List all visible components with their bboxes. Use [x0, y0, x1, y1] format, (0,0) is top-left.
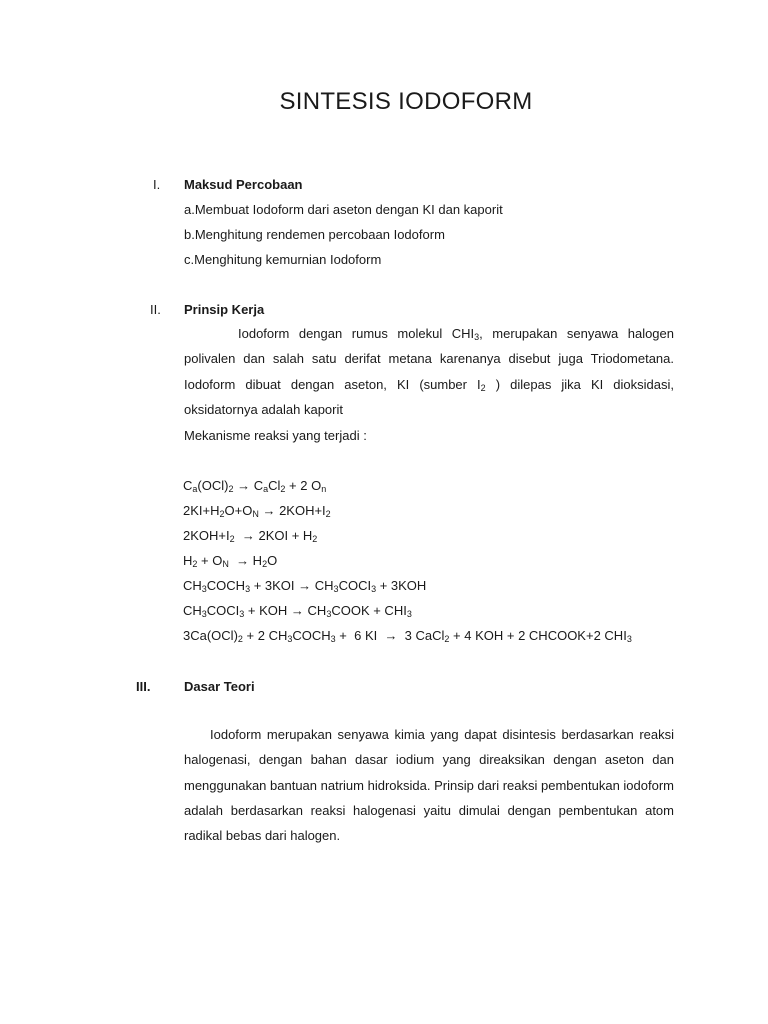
equation-subscript: 3: [201, 584, 207, 594]
reaction-equation: [183, 603, 412, 618]
equation-text: → 2KOI + H: [234, 528, 313, 543]
principle-paragraph: Iodoform dengan rumus molekul $CHI_3$, merupakan senyawa halogen polivalen dan salah satu derifat metana karenanya disebut juga Triodometana. Iodoform dibuat dengan aseton, KI (sumber $I_2$ ) dilepas jika KI dioksidasi, oksidatornya adalah kaporit: [184, 326, 674, 417]
equation-text: + 3KOI → CH: [250, 578, 334, 593]
theory-paragraph: Iodoform merupakan senyawa kimia yang dapat disintesis berdasarkan reaksi halogenasi, dengan bahan dasar iodium yang direaksikan dengan aseton dan menggunakan bantuan natrium hidroksida. Prinsip dari reaksi pembentukan iodoform adalah berdasarkan reaksi halogenasi yaitu dimulai dengan pembentukan atom radikal bebas dari halogen.: [184, 727, 674, 844]
equation-subscript: 3: [239, 609, 245, 619]
section-heading-prinsip-kerja: Prinsip Kerja: [184, 302, 265, 317]
equation-text: COCH: [292, 628, 331, 643]
equation-subscript: 3: [287, 634, 293, 644]
section-heading-dasar-teori: Dasar Teori: [184, 679, 255, 694]
equation-subscript: 3: [245, 584, 251, 594]
equation-text: COCH: [206, 578, 246, 593]
equation-subscript: N: [252, 509, 259, 519]
equation-text: → C: [233, 478, 264, 493]
equation-text: + KOH → CH: [244, 603, 327, 618]
section-number-2: II.: [150, 302, 161, 317]
equation-subscript: 2: [444, 634, 450, 644]
equation-subscript: 2: [280, 484, 286, 494]
equation-subscript: 3: [626, 634, 632, 644]
equation-text: + 3KOH: [376, 578, 427, 593]
equation-subscript: 3: [330, 634, 336, 644]
equation-text: CH: [183, 603, 202, 618]
equation-subscript: 3: [371, 584, 377, 594]
equation-text: CH: [183, 578, 202, 593]
reaction-equation: [183, 528, 317, 543]
equation-subscript: 2: [325, 509, 331, 519]
equation-subscript: 2: [229, 534, 235, 544]
equation-text: COCI: [206, 603, 240, 618]
section-number-1: I.: [153, 177, 161, 192]
section-heading-maksud-percobaan: Maksud Percobaan: [184, 177, 303, 192]
section-number-3: III.: [136, 679, 151, 694]
equation-text: → 2KOH+I: [258, 503, 326, 518]
equation-text: O: [267, 553, 278, 568]
equation-text: Cl: [268, 478, 281, 493]
equation-text: → H: [228, 553, 263, 568]
equation-text: + 6 KI → 3 CaCl: [335, 628, 445, 643]
equation-subscript: 3: [201, 609, 207, 619]
reaction-equation: [183, 478, 326, 493]
equation-text: 2KI+H: [183, 503, 220, 518]
equation-subscript: a: [192, 484, 198, 494]
equation-text: + 2 O: [285, 478, 322, 493]
objective-item-a: a.Membuat Iodoform dari aseton dengan KI dan kaporit: [184, 202, 503, 217]
equation-subscript: 2: [219, 509, 225, 519]
equation-text: C: [183, 478, 193, 493]
equation-subscript: 2: [262, 559, 268, 569]
reaction-equation: [183, 503, 331, 518]
equation-subscript: a: [263, 484, 269, 494]
equation-text: COCI: [338, 578, 372, 593]
reaction-equation: [183, 628, 632, 643]
page-title: SINTESIS IODOFORM: [279, 88, 533, 115]
equation-subscript: 3: [333, 584, 339, 594]
reaction-equation: [183, 553, 277, 568]
mechanism-label: Mekanisme reaksi yang terjadi :: [184, 428, 367, 443]
equation-text: 2KOH+I: [183, 528, 230, 543]
equation-subscript: 3: [326, 609, 332, 619]
equation-subscript: 2: [237, 634, 243, 644]
equation-text: + 2 CH: [242, 628, 288, 643]
equation-subscript: 2: [192, 559, 198, 569]
objective-item-b: b.Menghitung rendemen percobaan Iodoform: [184, 227, 445, 242]
objective-item-c: c.Menghitung kemurnian Iodoform: [184, 252, 382, 267]
equation-text: (OCl): [197, 478, 229, 493]
equation-text: + 4 KOH + 2 CHCOOK+2 CHI: [449, 628, 627, 643]
equation-subscript: N: [222, 559, 229, 569]
equation-text: H: [183, 553, 193, 568]
equation-subscript: n: [321, 484, 327, 494]
equation-text: 3Ca(OCl): [183, 628, 238, 643]
equation-subscript: 2: [312, 534, 318, 544]
equation-subscript: 3: [406, 609, 412, 619]
reaction-equation: [183, 578, 426, 593]
equation-text: + O: [197, 553, 223, 568]
equation-text: O+O: [224, 503, 253, 518]
equation-subscript: 2: [228, 484, 234, 494]
equation-text: COOK + CHI: [331, 603, 407, 618]
